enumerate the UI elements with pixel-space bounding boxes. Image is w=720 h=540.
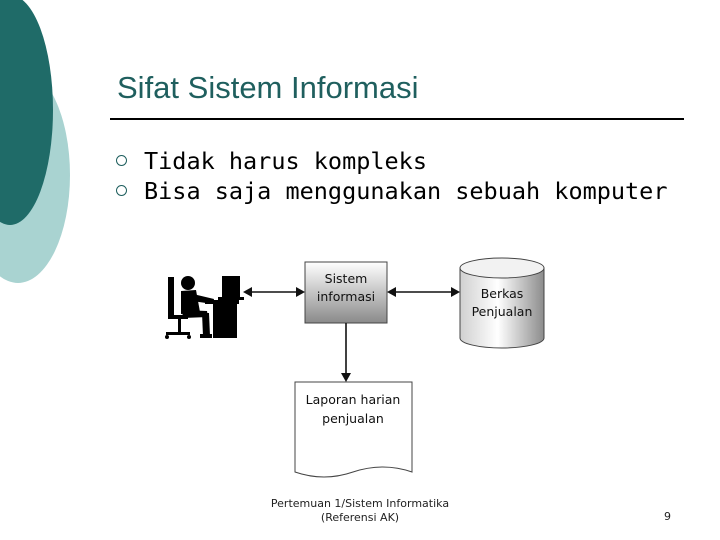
- report-label: penjualan: [322, 411, 384, 426]
- page-number: 9: [664, 510, 671, 523]
- report-label: Laporan harian: [305, 392, 401, 407]
- footer-line: Pertemuan 1/Sistem Informatika: [270, 497, 450, 510]
- database-berkas-penjualan: [460, 258, 544, 348]
- user-computer-icon: [165, 276, 244, 339]
- slide-title: Sifat Sistem Informasi: [117, 70, 419, 105]
- footer-line: (Referensi AK): [320, 511, 400, 524]
- bullet-text: Tidak harus kompleks: [144, 147, 427, 175]
- database-label: Penjualan: [471, 304, 533, 319]
- process-box-label: informasi: [316, 289, 376, 304]
- slide-footer: [245, 497, 475, 525]
- bullet-text: Bisa saja menggunakan sebuah komputer: [144, 177, 668, 205]
- database-label: Berkas: [480, 286, 524, 301]
- process-box-label: Sistem: [324, 271, 368, 286]
